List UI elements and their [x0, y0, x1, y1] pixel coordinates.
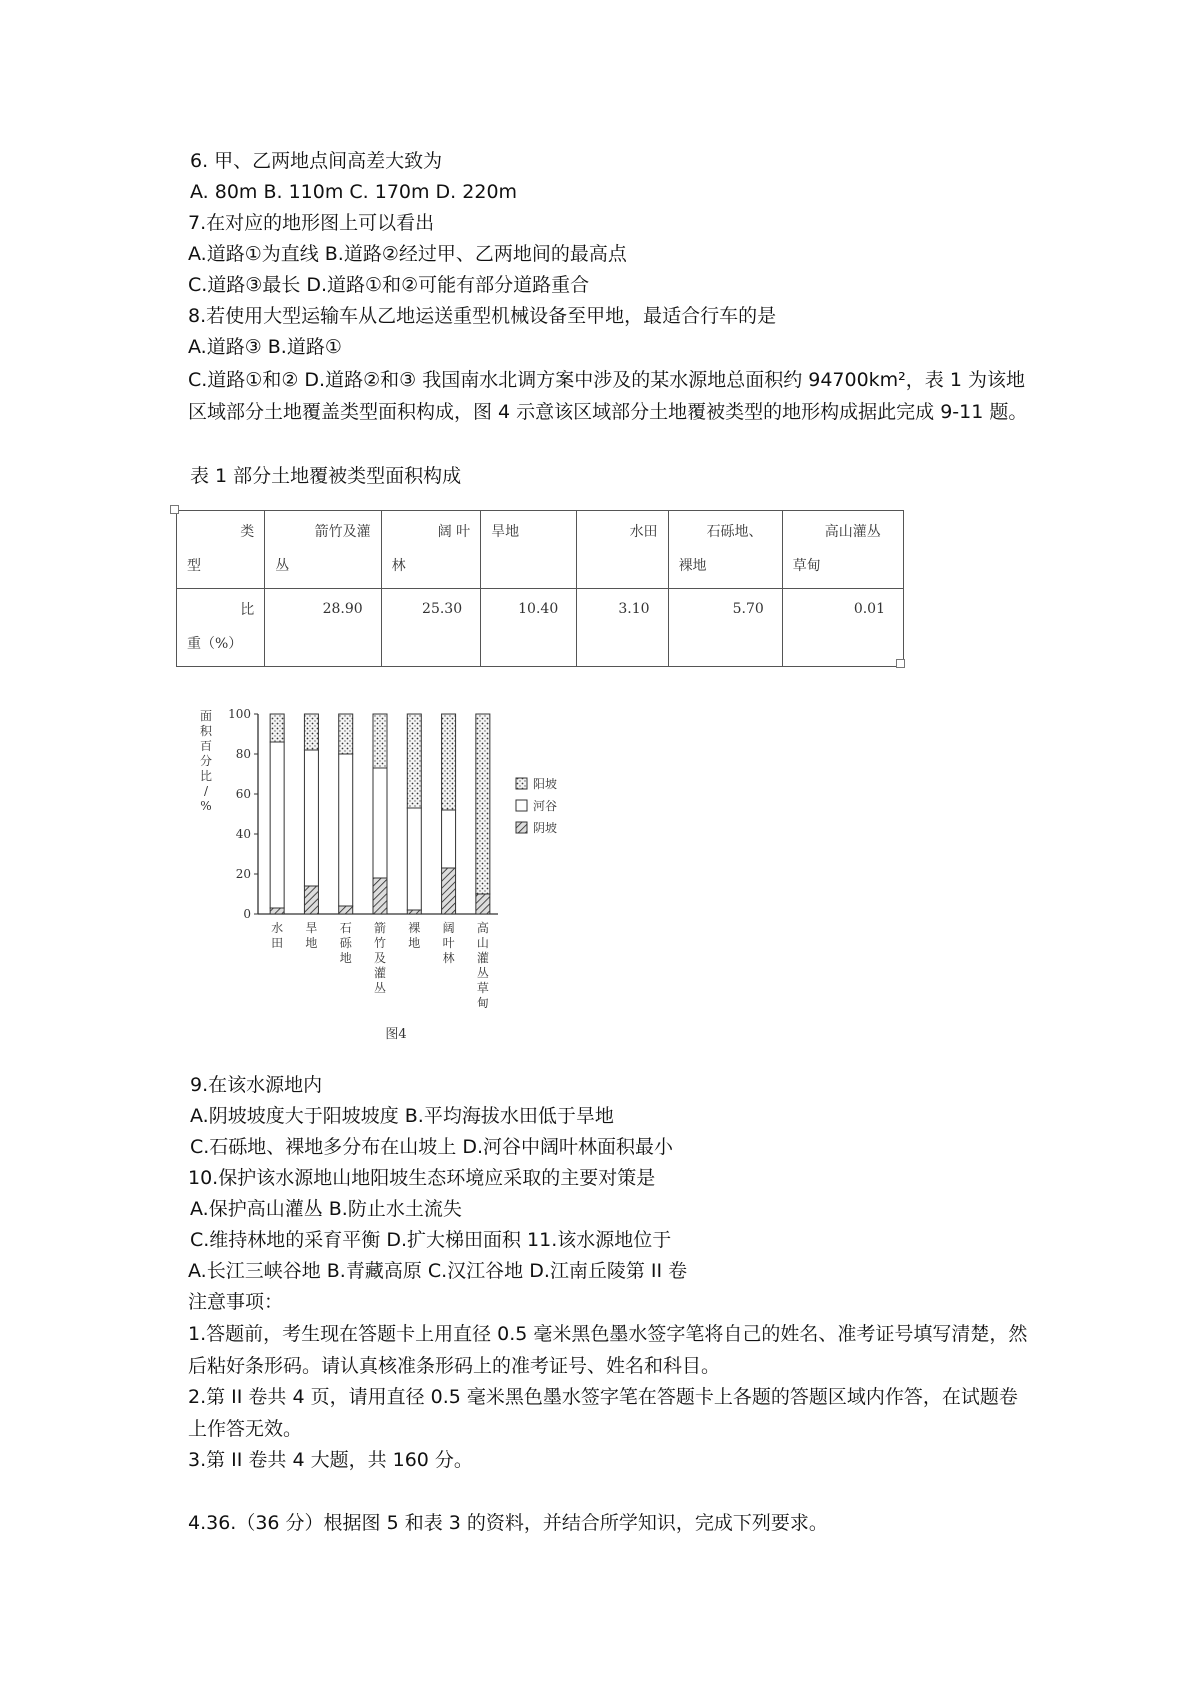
header-line1: 高山灌丛 [824, 524, 881, 540]
x-tick-label-char: 林 [442, 951, 455, 965]
y-tick-label: 0 [243, 907, 251, 921]
table-value-cell: 5.70 [668, 589, 782, 667]
header-line1: 旱地 [491, 524, 520, 540]
y-axis-label-char: 面 [199, 709, 213, 723]
y-axis-label-char: / [203, 784, 209, 798]
q8-options-passage: C.道路①和② D.道路②和③ 我国南水北调方案中涉及的某水源地总面积约 94700km²，表 1 为该地区域部分土地覆盖类型面积构成，图 4 示意该区域部分土地覆被类型的地形构成据此完成 9-11 题。 [188, 369, 1028, 423]
x-tick-label-char: 及 [373, 951, 387, 965]
header-line2: 林 [391, 558, 406, 574]
bar-segment [304, 750, 318, 886]
x-tick-label-char: 裸 [408, 921, 421, 935]
legend-swatch [516, 778, 527, 789]
table-value-cell: 0.01 [782, 589, 903, 667]
notice-item-3: 3.第 II 卷共 4 大题，共 160 分。 [188, 1449, 473, 1471]
x-tick-label-char: 甸 [476, 996, 489, 1010]
header-line1: 阔 叶 [437, 524, 471, 540]
y-axis-label-char: 积 [199, 724, 213, 738]
y-tick-label: 60 [235, 787, 251, 801]
q9-stem: 9.在该水源地内 [190, 1074, 323, 1096]
table-header-cell [668, 511, 782, 589]
figure-title: 图4 [385, 1027, 407, 1042]
notice-item-2: 2.第 II 卷共 4 页，请用直径 0.5 毫米黑色墨水签字笔在答题卡上各题的答题区域内作答，在试题卷上作答无效。 [188, 1386, 1018, 1440]
legend-swatch [516, 800, 527, 811]
q8-options-line1: A.道路③ B.道路① [188, 336, 342, 358]
x-tick-label-char: 地 [408, 936, 421, 950]
y-tick-label: 20 [235, 867, 251, 881]
bar-segment [373, 878, 387, 914]
bar-segment [270, 714, 284, 742]
bar-segment [407, 714, 421, 808]
table-header-cell [782, 511, 903, 589]
bar-segment [373, 768, 387, 878]
table-header-cell [577, 511, 668, 589]
bar-segment [339, 906, 353, 914]
header-line1: 石砾地、 [706, 524, 763, 540]
table1 [176, 510, 904, 670]
bar-segment [407, 808, 421, 910]
x-tick-label-char: 叶 [442, 936, 455, 950]
y-tick-label: 100 [228, 707, 251, 721]
row-label-line2: 重（%） [187, 636, 243, 652]
table1-caption: 表 1 部分土地覆被类型面积构成 [190, 465, 462, 487]
x-tick-label-char: 箭 [373, 921, 387, 935]
x-tick-label-char: 田 [271, 936, 284, 950]
row-label-line1: 比 [240, 602, 255, 618]
q8-stem: 8.若使用大型运输车从乙地运送重型机械设备至甲地，最适合行车的是 [188, 305, 777, 327]
x-tick-label-char: 丛 [476, 966, 489, 980]
x-tick-label-char: 草 [476, 981, 489, 995]
bar-segment [304, 886, 318, 914]
bar-segment [270, 908, 284, 914]
x-tick-label-char: 竹 [373, 936, 387, 950]
table-value-cell: 10.40 [481, 589, 577, 667]
x-tick-label-char: 砾 [339, 936, 352, 950]
table-header-cell [177, 511, 265, 589]
q6-stem: 6. 甲、乙两地点间高差大致为 [190, 150, 443, 172]
y-axis-label-char: 分 [199, 754, 213, 768]
bar-segment [476, 714, 490, 894]
figure4-svg [196, 702, 616, 1052]
legend-label: 阴坡 [533, 821, 558, 835]
table-resize-handle [896, 659, 905, 668]
q7-options-line2: C.道路③最长 D.道路①和②可能有部分道路重合 [188, 274, 590, 296]
x-tick-label-char: 高 [476, 921, 489, 935]
bar-segment [373, 714, 387, 768]
q10-stem: 10.保护该水源地山地阳坡生态环境应采取的主要对策是 [188, 1167, 656, 1189]
x-tick-label-char: 灌 [476, 951, 489, 965]
bar-segment [442, 810, 456, 868]
bar-segment [476, 894, 490, 914]
bar-segment [270, 742, 284, 908]
x-tick-label-char: 丛 [373, 981, 387, 995]
bar-segment [407, 910, 421, 914]
x-tick-label-char: 灌 [373, 966, 387, 980]
q9-options-line2: C.石砾地、裸地多分布在山坡上 D.河谷中阔叶林面积最小 [190, 1136, 674, 1158]
bar-segment [339, 754, 353, 906]
figure4-chart [196, 702, 616, 1052]
y-axis-label-char: % [200, 799, 212, 813]
header-line2: 型 [187, 558, 201, 574]
notice-item-1: 1.答题前，考生现在答题卡上用直径 0.5 毫米黑色墨水签字笔将自己的姓名、准考证号填写清楚，然后粘好条形码。请认真核准条形码上的准考证号、姓名和科目。 [188, 1323, 1028, 1377]
bar-segment [442, 714, 456, 810]
table-value-cell: 3.10 [577, 589, 668, 667]
y-tick-label: 80 [235, 747, 251, 761]
q6-options: A. 80m B. 110m C. 170m D. 220m [190, 181, 518, 203]
x-tick-label-char: 石 [339, 921, 352, 935]
bar-segment [442, 868, 456, 914]
table-resize-handle [170, 505, 179, 514]
header-line1: 箭竹及灌 [314, 524, 371, 540]
y-axis-label-char: 百 [199, 739, 213, 753]
bar-segment [304, 714, 318, 750]
table-header-cell [381, 511, 480, 589]
x-tick-label-char: 地 [339, 951, 352, 965]
x-tick-label-char: 旱 [305, 921, 318, 935]
q10-options-line2: C.维持林地的采育平衡 D.扩大梯田面积 11.该水源地位于 [190, 1229, 672, 1251]
q9-options-line1: A.阴坡坡度大于阳坡坡度 B.平均海拔水田低于旱地 [190, 1105, 614, 1127]
chart-marks [200, 707, 557, 1042]
q7-stem: 7.在对应的地形图上可以看出 [188, 212, 435, 234]
q11-options: A.长江三峡谷地 B.青藏高原 C.汉江谷地 D.江南丘陵第 II 卷 [188, 1260, 688, 1282]
table-header-cell [481, 511, 577, 589]
q36-stem: 4.36.（36 分）根据图 5 和表 3 的资料，并结合所学知识，完成下列要求。 [188, 1512, 828, 1534]
x-tick-label-char: 地 [305, 936, 318, 950]
table-header-row [177, 511, 904, 589]
x-tick-label-char: 山 [476, 936, 489, 950]
landcover-table [176, 510, 904, 667]
y-axis-label-char: 比 [199, 769, 213, 783]
y-tick-label: 40 [235, 827, 251, 841]
row-label-cell [177, 589, 265, 667]
bar-segment [339, 714, 353, 754]
header-line2: 丛 [275, 558, 290, 574]
x-tick-label-char: 阔 [442, 921, 455, 935]
header-line1: 水田 [629, 524, 658, 540]
legend-label: 阳坡 [533, 777, 558, 791]
table-value-cell: 28.90 [265, 589, 381, 667]
header-line2: 裸地 [678, 558, 707, 574]
legend-label: 河谷 [533, 799, 558, 813]
q7-options-line1: A.道路①为直线 B.道路②经过甲、乙两地间的最高点 [188, 243, 627, 265]
table-value-cell: 25.30 [381, 589, 480, 667]
table-header-cell [265, 511, 381, 589]
notice-title: 注意事项： [188, 1291, 284, 1313]
header-line1: 类 [240, 524, 255, 540]
x-tick-label-char: 水 [271, 921, 284, 935]
legend-swatch [516, 822, 527, 833]
header-line2: 草甸 [792, 558, 821, 574]
q10-options-line1: A.保护高山灌丛 B.防止水土流失 [190, 1198, 462, 1220]
table-data-row [177, 589, 904, 667]
